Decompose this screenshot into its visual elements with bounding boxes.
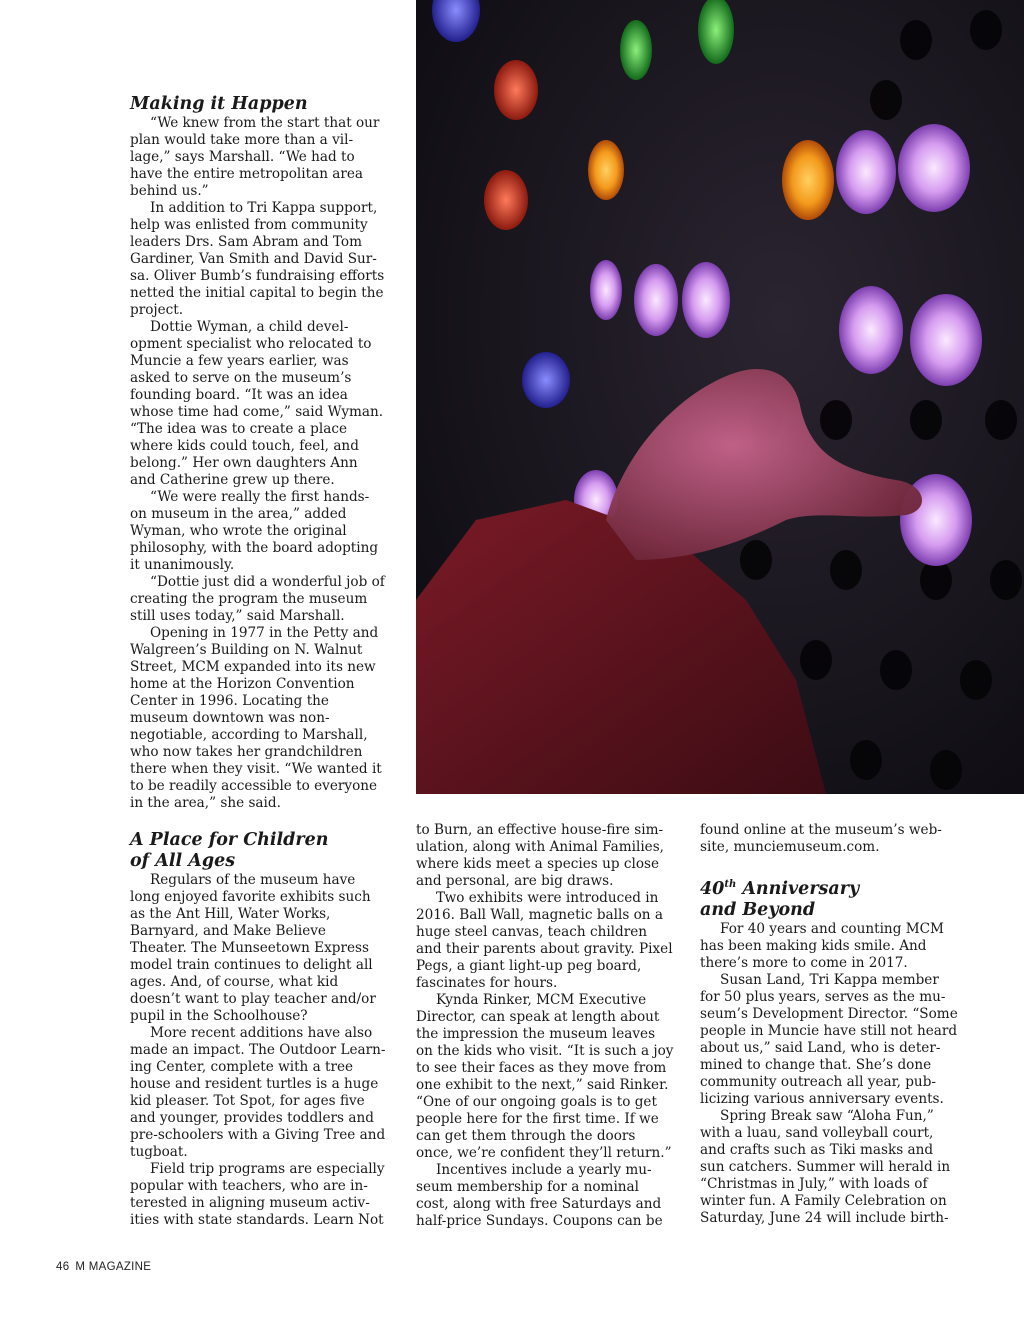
section-heading-anniversary: [700, 874, 960, 921]
paragraph: Susan Land, Tri Kappa member for 50 plus years, serves as the museum’s Development Director. “Some people in Muncie have still not heard about us,” said Land, who is determined to change that. She’s done community outreach all year, publicizing various anniversary events.: [700, 971, 958, 1107]
paragraph-continuation: to Burn, an effective house-fire simulation, along with Animal Families, where kids meet a species up close and personal, are big draws.: [416, 822, 665, 889]
article-column-1-lower: [130, 830, 386, 1229]
paragraph: Kynda Rinker, MCM Executive Director, can speak at length about the impression the museum leaves on the kids who visit. “It is such a joy to see their faces as they move from one exhibit to the next,” said Rinker. “One of our ongoing goals is to get people here for the first time. If we can get them through the doors once, we’re confident they’ll return.”: [416, 992, 674, 1161]
section-heading-making-it-happen: Making it Happen: [130, 94, 308, 114]
paragraph: Two exhibits were introduced in 2016. Ball Wall, magnetic balls on a huge steel canvas, teach children and their parents about gravity. Pixel Pegs, a giant light-up peg board, fascinates for hours.: [416, 890, 673, 991]
article-column-3: [700, 822, 960, 1227]
heading-line: of All Ages: [130, 851, 236, 871]
paragraph: “We knew from the start that our plan would take more than a village,” says Marshall. “We had to have the entire metropolitan area behind us.”: [130, 115, 380, 199]
page-folio: [56, 1261, 157, 1273]
paragraph: “Dottie just did a wonderful job of creating the program the museum still uses today,” said Marshall.: [130, 574, 385, 624]
heading-line: and Beyond: [700, 899, 816, 920]
paragraph-continuation: found online at the museum’s website, munciemuseum.com.: [700, 822, 942, 855]
heading-number: 40: [700, 878, 725, 899]
section-heading-place-for-children: [130, 830, 386, 872]
photo-light-peg-board: [416, 0, 1024, 794]
article-column-2: [416, 822, 674, 1230]
paragraph: More recent additions have also made an impact. The Outdoor Learning Center, complete with a tree house and resident turtles is a huge kid pleaser. Tot Spot, for ages five and younger, provides toddlers and pre-schoolers with a Giving Tree and tugboat.: [130, 1025, 386, 1160]
paragraph: Opening in 1977 in the Petty and Walgreen’s Building on N. Walnut Street, MCM expanded into its new home at the Horizon Convention Center in 1996. Locating the museum downtown was non-negotiable, according to Marshall, who now takes her grandchildren there when they visit. “We wanted it to be readily accessible to everyone in the area,” she said.: [130, 625, 382, 811]
paragraph: Spring Break saw “Aloha Fun,” with a luau, sand volleyball court, and crafts such as Tiki masks and sun catchers. Summer will herald in “Christmas in July,” with loads of winter fun. A Family Celebration on Saturday, June 24 will include birth-: [700, 1107, 951, 1226]
paragraph: Incentives include a yearly museum membership for a nominal cost, along with free Saturdays and half-price Sundays. Coupons can be: [416, 1162, 663, 1229]
article-column-1: [130, 94, 386, 812]
paragraph: Field trip programs are especially popular with teachers, who are interested in aligning museum activities with state standards. Learn Not: [130, 1161, 385, 1228]
peg-board-illustration: [416, 0, 1024, 794]
publication-name: M MAGAZINE: [75, 1261, 152, 1273]
paragraph: “We were really the first hands-on museum in the area,” added Wyman, who wrote the original philosophy, with the board adopting it unanimously.: [130, 489, 379, 573]
heading-line: Anniversary: [736, 878, 860, 899]
paragraph: Dottie Wyman, a child development specialist who relocated to Muncie a few years earlier, was asked to serve on the museum’s founding board. “It was an idea whose time had come,” said Wyman. “The idea was to create a place where kids could touch, feel, and belong.” Her own daughters Ann and Catherine grew up there.: [130, 319, 384, 488]
heading-superscript: th: [724, 879, 737, 890]
heading-line: A Place for Children: [130, 830, 329, 850]
page-number: 46: [56, 1261, 70, 1273]
paragraph: Regulars of the museum have long enjoyed favorite exhibits such as the Ant Hill, Water Works, Barnyard, and Make Believe Theater. The Munseetown Express model train continues to delight all ages. And, of course, what kid doesn’t want to play teacher and/or pupil in the Schoolhouse?: [130, 872, 376, 1024]
paragraph: In addition to Tri Kappa support, help was enlisted from community leaders Drs. Sam Abram and Tom Gardiner, Van Smith and David Sursa. Oliver Bumb’s fundraising efforts netted the initial capital to begin the project.: [130, 200, 385, 318]
paragraph: For 40 years and counting MCM has been making kids smile. And there’s more to come in 2017.: [700, 920, 944, 971]
